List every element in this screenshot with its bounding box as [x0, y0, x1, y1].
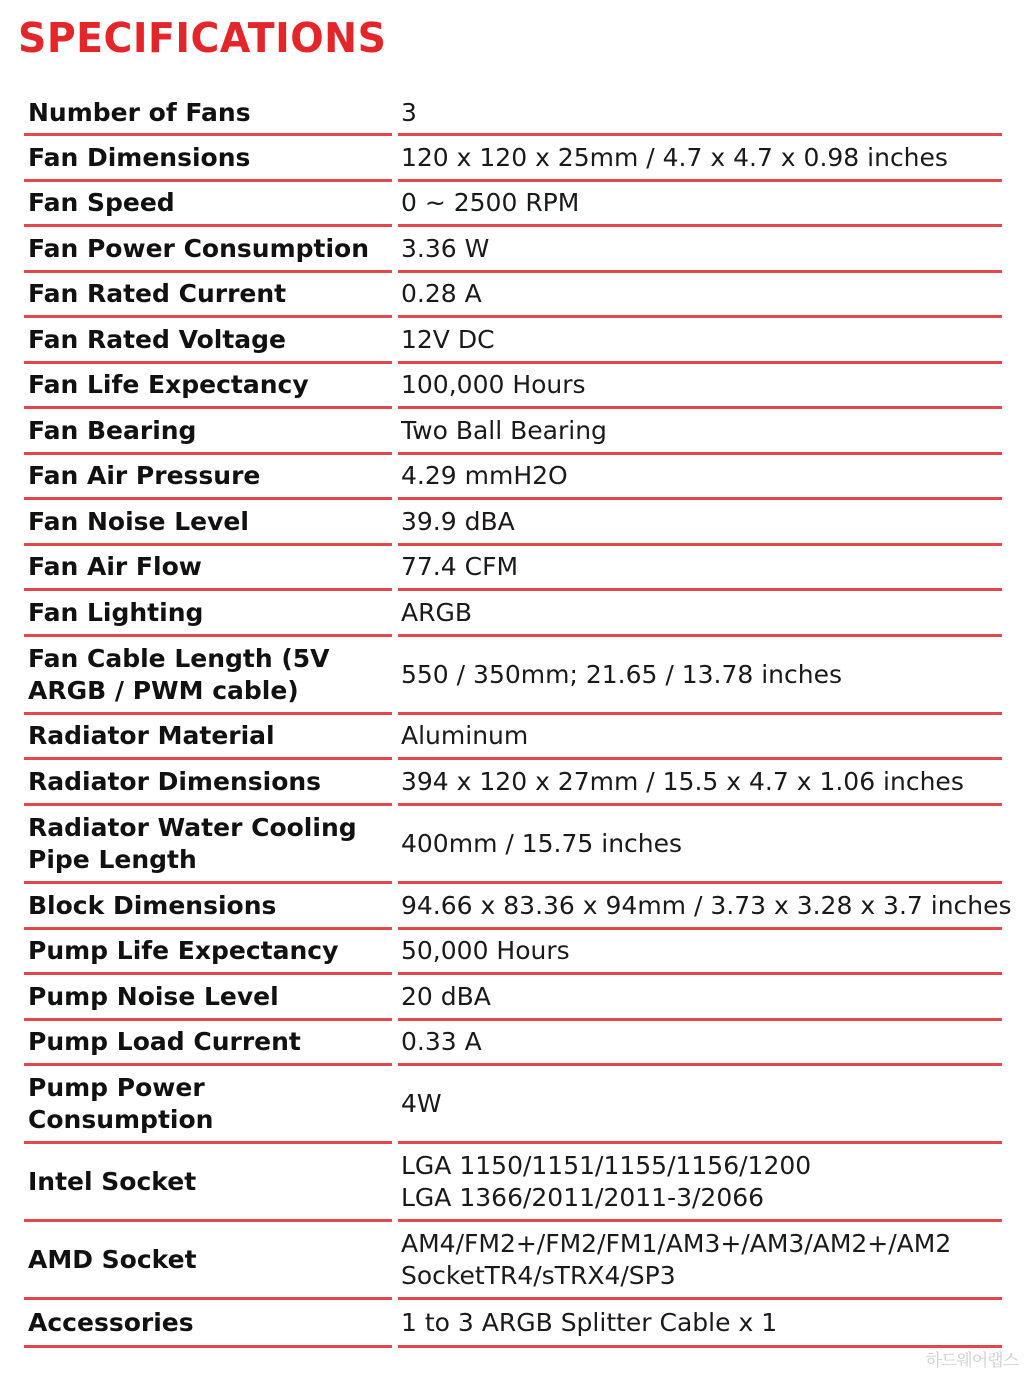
- spec-label: AMD Socket: [24, 1222, 392, 1300]
- spec-value: [398, 318, 1002, 364]
- spec-value-line: 4.29 mmH2O: [401, 461, 568, 490]
- spec-label: Fan Speed: [24, 182, 392, 227]
- spec-value-line: SocketTR4/sTRX4/SP3: [401, 1260, 676, 1290]
- spec-value: [398, 182, 1002, 227]
- spec-label: Fan Rated Voltage: [24, 318, 392, 364]
- spec-label: Intel Socket: [24, 1144, 392, 1222]
- spec-row: [24, 318, 1002, 364]
- page-title: SPECIFICATIONS: [18, 14, 387, 62]
- spec-table: [24, 92, 1012, 1348]
- spec-value: [398, 455, 1002, 500]
- spec-label: Fan Bearing: [24, 409, 392, 455]
- spec-value-line: 77.4 CFM: [401, 552, 519, 581]
- spec-value: [398, 409, 1002, 455]
- spec-value-line: 394 x 120 x 27mm / 15.5 x 4.7 x 1.06 inches: [401, 766, 964, 796]
- spec-value: [398, 637, 1002, 715]
- spec-row: [24, 637, 1002, 715]
- spec-row: [24, 591, 1002, 637]
- spec-value: [398, 806, 1002, 884]
- spec-label: Fan Power Consumption: [24, 227, 392, 273]
- spec-value-line: 1 to 3 ARGB Splitter Cable x 1: [401, 1307, 778, 1337]
- spec-row: [24, 500, 1002, 546]
- spec-row: [24, 806, 1002, 884]
- spec-value: [398, 136, 1002, 182]
- spec-value-line: ARGB: [401, 597, 472, 627]
- spec-value-line: LGA 1150/1151/1155/1156/1200: [401, 1150, 812, 1180]
- spec-value-line: 0 ~ 2500 RPM: [401, 188, 580, 217]
- spec-row: [24, 409, 1002, 455]
- spec-value: [398, 1021, 1002, 1066]
- spec-row: [24, 182, 1002, 227]
- spec-label: Fan Life Expectancy: [24, 364, 392, 409]
- spec-value: [398, 760, 1002, 806]
- spec-value: [398, 92, 1002, 136]
- spec-label: Pump Load Current: [24, 1021, 392, 1066]
- spec-value: [398, 975, 1002, 1021]
- spec-value-line: 50,000 Hours: [401, 936, 570, 965]
- spec-label: Pump Life Expectancy: [24, 930, 392, 975]
- spec-row: [24, 273, 1002, 318]
- spec-label: Accessories: [24, 1300, 392, 1348]
- spec-row: [24, 1144, 1002, 1222]
- spec-label: Radiator Water Cooling Pipe Length: [24, 806, 392, 884]
- spec-row: [24, 1021, 1002, 1066]
- spec-value: [398, 364, 1002, 409]
- spec-value: [398, 1222, 1002, 1300]
- spec-value-line: 4W: [401, 1088, 442, 1118]
- spec-row: [24, 1300, 1002, 1348]
- spec-value-line: AM4/FM2+/FM2/FM1/AM3+/AM3/AM2+/AM2: [401, 1228, 952, 1258]
- spec-value-line: 400mm / 15.75 inches: [401, 828, 683, 858]
- spec-value: [398, 591, 1002, 637]
- spec-label: Pump Noise Level: [24, 975, 392, 1021]
- spec-value-line: 3: [401, 97, 417, 127]
- spec-value-line: Two Ball Bearing: [401, 415, 607, 445]
- spec-label: Fan Dimensions: [24, 136, 392, 182]
- spec-value: [398, 273, 1002, 318]
- spec-label: Fan Air Pressure: [24, 455, 392, 500]
- spec-value: [398, 715, 1002, 760]
- spec-value-line: 120 x 120 x 25mm / 4.7 x 4.7 x 0.98 inches: [401, 142, 948, 172]
- spec-value: [398, 500, 1002, 546]
- spec-value-line: 94.66 x 83.36 x 94mm / 3.73 x 3.28 x 3.7 inches: [401, 890, 1012, 920]
- spec-value-line: 20 dBA: [401, 981, 491, 1011]
- spec-row: [24, 975, 1002, 1021]
- spec-label: Radiator Material: [24, 715, 392, 760]
- spec-label: Fan Lighting: [24, 591, 392, 637]
- spec-label: Block Dimensions: [24, 884, 392, 930]
- spec-value: [398, 1144, 1002, 1222]
- spec-value: [398, 227, 1002, 273]
- spec-row: [24, 92, 1002, 136]
- spec-row: [24, 1066, 1002, 1144]
- spec-value-line: 39.9 dBA: [401, 506, 515, 536]
- spec-row: [24, 455, 1002, 500]
- spec-label: Radiator Dimensions: [24, 760, 392, 806]
- spec-value-line: LGA 1366/2011/2011-3/2066: [401, 1182, 765, 1212]
- spec-value-line: 3.36 W: [401, 233, 490, 263]
- spec-row: [24, 227, 1002, 273]
- spec-value: [398, 930, 1002, 975]
- spec-value-line: 100,000 Hours: [401, 370, 586, 399]
- watermark: 하드웨어랩스: [925, 1351, 1018, 1371]
- spec-value: [398, 1066, 1002, 1144]
- spec-value-line: Aluminum: [401, 721, 529, 750]
- spec-value-line: 12V DC: [401, 324, 495, 354]
- spec-row: [24, 930, 1002, 975]
- spec-label: Number of Fans: [24, 92, 392, 136]
- spec-row: [24, 760, 1002, 806]
- spec-row: [24, 136, 1002, 182]
- spec-value-line: 550 / 350mm; 21.65 / 13.78 inches: [401, 659, 843, 689]
- spec-value: [398, 546, 1002, 591]
- spec-value-line: 0.33 A: [401, 1027, 482, 1056]
- spec-row: [24, 715, 1002, 760]
- spec-row: [24, 546, 1002, 591]
- spec-value: [398, 1300, 1002, 1348]
- spec-label: Fan Noise Level: [24, 500, 392, 546]
- spec-row: [24, 1222, 1002, 1300]
- spec-value-line: 0.28 A: [401, 279, 482, 308]
- spec-row: [24, 884, 1002, 930]
- spec-label: Fan Air Flow: [24, 546, 392, 591]
- spec-label: Pump Power Consumption: [24, 1066, 392, 1144]
- spec-row: [24, 364, 1002, 409]
- spec-label: Fan Rated Current: [24, 273, 392, 318]
- spec-value: [398, 884, 1012, 930]
- spec-label: Fan Cable Length (5V ARGB / PWM cable): [24, 637, 392, 715]
